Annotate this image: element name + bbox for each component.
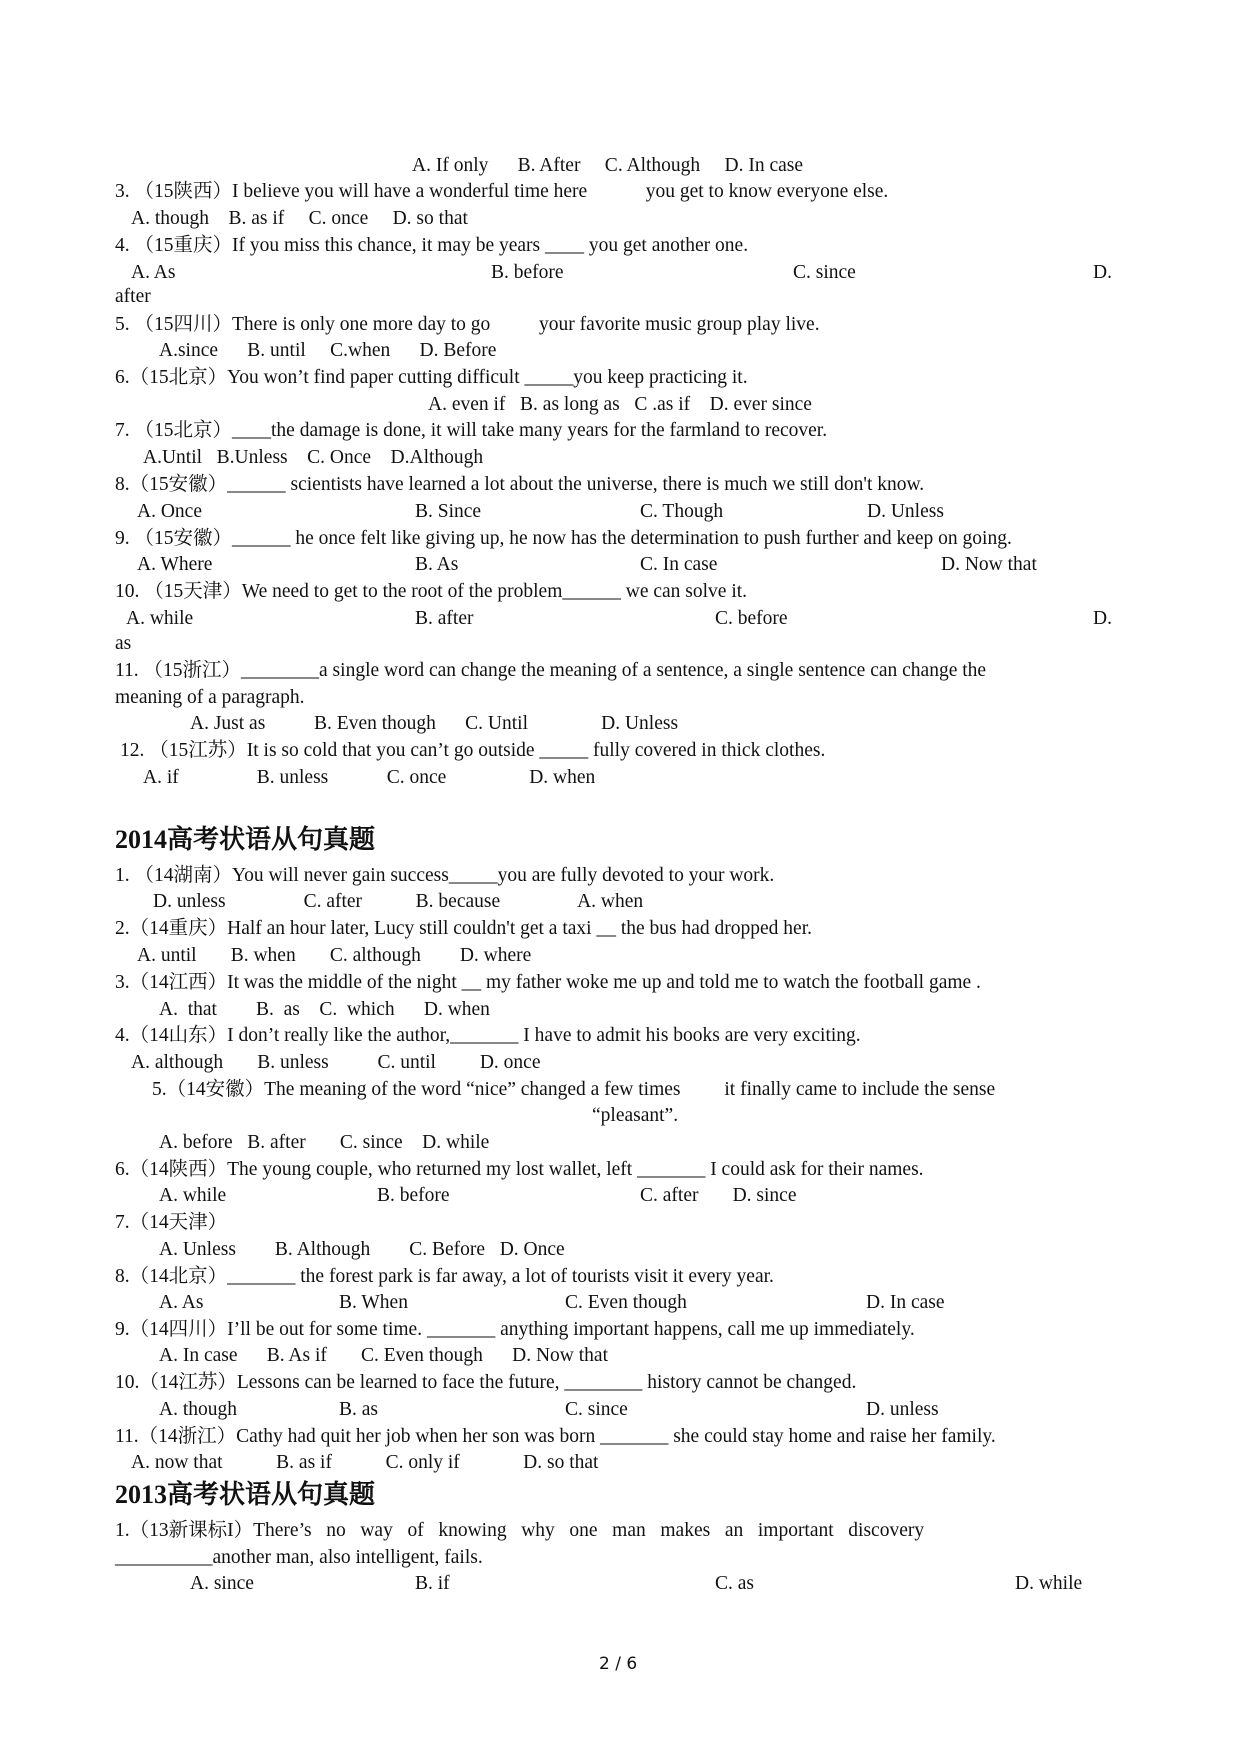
option: C. Though xyxy=(640,501,724,522)
option: after xyxy=(115,286,151,307)
option: C. Even though xyxy=(565,1292,687,1313)
option: A. while xyxy=(159,1185,227,1206)
option: D. xyxy=(1093,608,1112,629)
option: C. since xyxy=(793,262,856,283)
question-stem: 1.（13新课标I）There’s no way of knowing why one man makes an important discovery xyxy=(115,1520,925,1541)
option: B. as xyxy=(339,1399,378,1420)
option: C. since xyxy=(565,1399,628,1420)
option: C. In case xyxy=(640,554,718,575)
options-line: A. Just as B. Even though C. Until D. Unless xyxy=(190,713,679,734)
option: C. as xyxy=(715,1573,754,1594)
option: A. while xyxy=(126,608,194,629)
option: B. When xyxy=(339,1292,408,1313)
option: D. xyxy=(1093,262,1112,283)
question-stem: 7.（14天津） xyxy=(115,1212,228,1233)
options-line: D. unless C. after B. because A. when xyxy=(153,891,644,912)
option: B. As xyxy=(415,554,459,575)
question-stem: 10. （15天津）We need to get to the root of the problem______ we can solve it. xyxy=(115,581,748,602)
option: D. In case xyxy=(866,1292,945,1313)
question-stem: 10.（14江苏）Lessons can be learned to face the future, ________ history cannot be changed. xyxy=(115,1372,857,1393)
question-stem-cont: “pleasant”. xyxy=(592,1105,679,1126)
option: B. before xyxy=(377,1185,450,1206)
option: A. As xyxy=(159,1292,204,1313)
question-stem: 8.（15安徽）______ scientists have learned a lot about the universe, there is much we still don't know. xyxy=(115,474,925,495)
option: A. Where xyxy=(137,554,213,575)
option: A. since xyxy=(190,1573,254,1594)
question-stem: 6.（15北京）You won’t find paper cutting difficult _____you keep practicing it. xyxy=(115,367,748,388)
option: B. before xyxy=(491,262,564,283)
option: A. Once xyxy=(137,501,202,522)
question-stem: 3. （15陕西）I believe you will have a wonderful time here you get to know everyone else. xyxy=(115,181,889,202)
options-line: A. although B. unless C. until D. once xyxy=(131,1052,541,1073)
options-line: A. Unless B. Although C. Before D. Once xyxy=(159,1239,565,1260)
question-stem: 12. （15江苏）It is so cold that you can’t go outside _____ fully covered in thick clothes. xyxy=(120,740,826,761)
section-heading: 2013高考状语从句真题 xyxy=(115,1480,376,1509)
option: D. Now that xyxy=(941,554,1037,575)
options-line: A. until B. when C. although D. where xyxy=(137,945,532,966)
options-line: A. even if B. as long as C .as if D. ever since xyxy=(428,394,812,415)
option: D. Unless xyxy=(867,501,944,522)
question-stem: 6.（14陕西）The young couple, who returned my lost wallet, left _______ I could ask for their names. xyxy=(115,1159,924,1180)
question-stem: 11.（14浙江）Cathy had quit her job when her son was born _______ she could stay home and raise her family. xyxy=(115,1426,996,1447)
option: D. unless xyxy=(866,1399,939,1420)
question-stem: 5. （15四川）There is only one more day to go your favorite music group play live. xyxy=(115,314,820,335)
option: B. if xyxy=(415,1573,450,1594)
options-line: A. if B. unless C. once D. when xyxy=(143,767,596,788)
option: C. before xyxy=(715,608,788,629)
question-stem: 9.（14四川）I’ll be out for some time. _______ anything important happens, call me up immediately. xyxy=(115,1319,915,1340)
option: A. As xyxy=(131,262,176,283)
option: A. though xyxy=(159,1399,237,1420)
options-line: A. before B. after C. since D. while xyxy=(159,1132,490,1153)
options-line: A. that B. as C. which D. when xyxy=(159,999,490,1020)
option: B. Since xyxy=(415,501,482,522)
question-stem: 4. （15重庆）If you miss this chance, it may be years ____ you get another one. xyxy=(115,235,749,256)
question-stem-cont: __________another man, also intelligent, fails. xyxy=(115,1547,483,1568)
options-line: A. though B. as if C. once D. so that xyxy=(131,208,468,229)
question-stem: 2.（14重庆）Half an hour later, Lucy still couldn't get a taxi __ the bus had dropped her. xyxy=(115,918,812,939)
question-stem: 1. （14湖南）You will never gain success_____you are fully devoted to your work. xyxy=(115,865,775,886)
question-stem: 4.（14山东）I don’t really like the author,_______ I have to admit his books are very exciting. xyxy=(115,1025,861,1046)
question-stem: 11. （15浙江）________a single word can change the meaning of a sentence, a single sentence can change the xyxy=(115,660,987,681)
options-line: A. If only B. After C. Although D. In case xyxy=(412,155,804,176)
question-stem: 5.（14安徽）The meaning of the word “nice” changed a few times it finally came to include the sense xyxy=(152,1079,996,1100)
option: as xyxy=(115,633,132,654)
options-line: A. now that B. as if C. only if D. so that xyxy=(131,1452,599,1473)
page-number: 2 / 6 xyxy=(599,1654,638,1674)
question-stem: 9. （15安徽）______ he once felt like giving up, he now has the determination to push further and keep on going. xyxy=(115,528,1012,549)
question-stem: 3.（14江西）It was the middle of the night __ my father woke me up and told me to watch the football game . xyxy=(115,972,981,993)
section-heading: 2014高考状语从句真题 xyxy=(115,825,376,854)
options-line: A.Until B.Unless C. Once D.Although xyxy=(143,447,484,468)
option: B. after xyxy=(415,608,474,629)
options-line: A. In case B. As if C. Even though D. Now that xyxy=(159,1345,608,1366)
option: D. while xyxy=(1015,1573,1083,1594)
question-stem: 7. （15北京）____the damage is done, it will take many years for the farmland to recover. xyxy=(115,420,828,441)
question-stem: 8.（14北京）_______ the forest park is far away, a lot of tourists visit it every year. xyxy=(115,1266,774,1287)
options-line: A.since B. until C.when D. Before xyxy=(159,340,497,361)
option: C. after D. since xyxy=(640,1185,797,1206)
question-stem-cont: meaning of a paragraph. xyxy=(115,687,305,708)
